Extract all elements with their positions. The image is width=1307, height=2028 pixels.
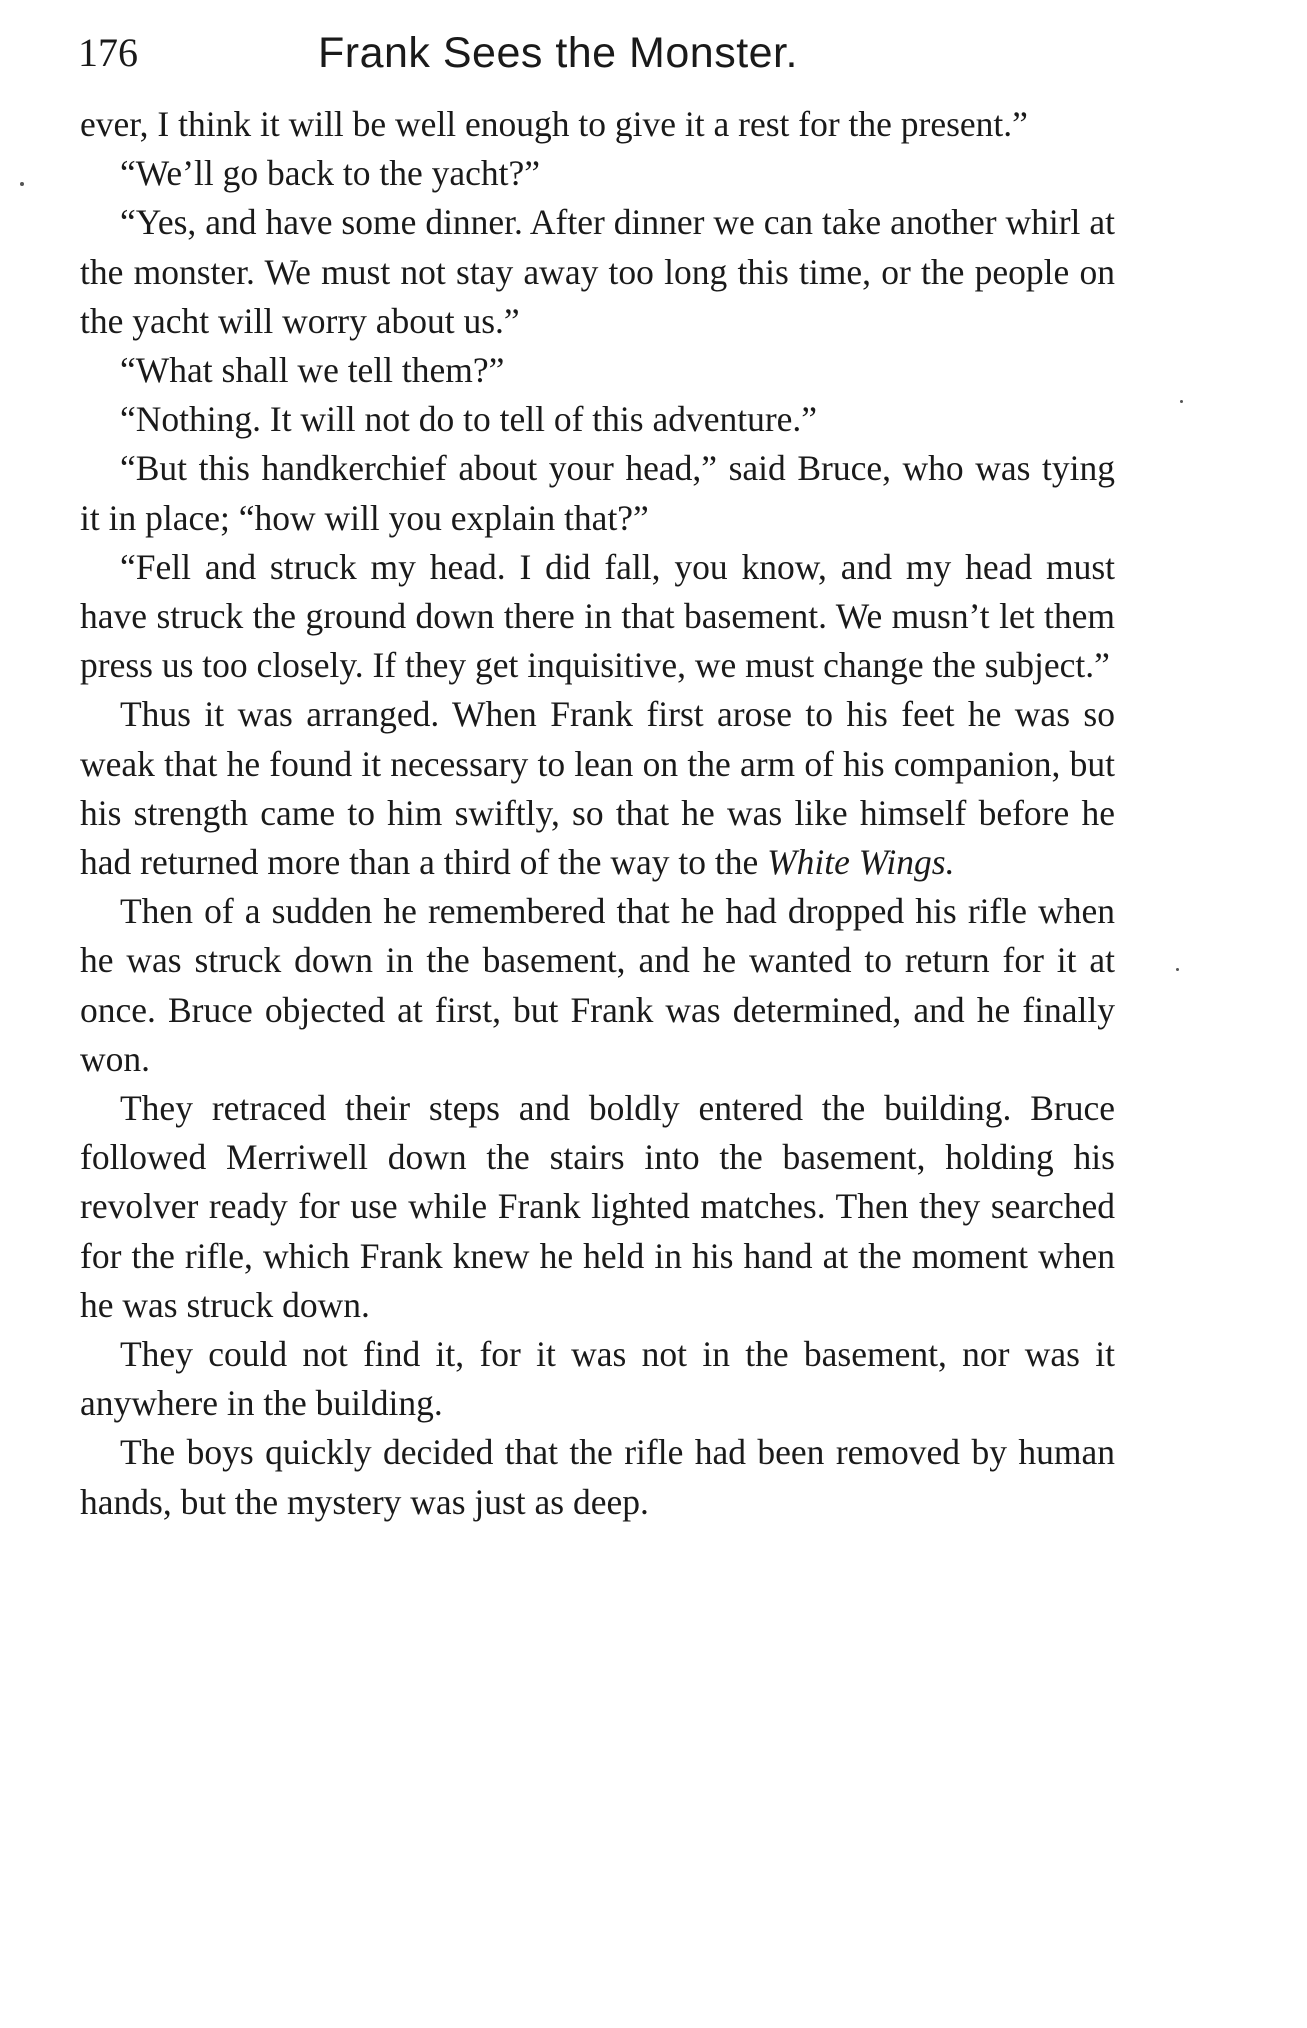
paragraph-9: Then of a sudden he remembered that he had dropped his rifle when he was struck down in the basement, and he wanted to return for it at once. Bruce objected at first, but Frank was determined, and he finally won. bbox=[80, 891, 1115, 1079]
paragraph-5: “Nothing. It will not do to tell of this adventure.” bbox=[120, 399, 818, 440]
paragraph-4: “What shall we tell them?” bbox=[120, 350, 505, 391]
paragraph-10: They retraced their steps and boldly entered the building. Bruce followed Merriwell down the stairs into the basement, holding his revolver ready for use while Frank lighted matches. Then they searched for the rifle, which Frank knew he held in his hand at the moment when he was struck down. bbox=[80, 1088, 1115, 1325]
running-head: Frank Sees the Monster. bbox=[318, 29, 798, 77]
page-number: 176 bbox=[78, 30, 138, 75]
scan-speck bbox=[20, 182, 24, 186]
paragraph-3: “Yes, and have some dinner. After dinner we can take another whirl at the monster. We must not stay away too long this time, or the people on the yacht will worry about us.” bbox=[80, 202, 1115, 341]
paragraph-8 bbox=[80, 690, 1115, 887]
paragraph-8-text: Thus it was arranged. When Frank first arose to his feet he was so weak that he found it necessary to lean on the arm of his companion, but his strength came to him swiftly, so that he was like himself before he had returned more than a third of the way to the bbox=[80, 694, 1115, 883]
scan-speck bbox=[1176, 968, 1179, 971]
scan-speck bbox=[1180, 400, 1183, 403]
body-text bbox=[80, 100, 1115, 1527]
paragraph-2: “We’ll go back to the yacht?” bbox=[120, 153, 540, 194]
page-header bbox=[78, 18, 1118, 88]
paragraph-1: ever, I think it will be well enough to give it a rest for the present.” bbox=[80, 104, 1028, 144]
paragraph-7: “Fell and struck my head. I did fall, you know, and my head must have struck the ground down there in that basement. We musn’t let them press us too closely. If they get inquisitive, we must change the subject.” bbox=[80, 546, 1115, 686]
paragraph-12: The boys quickly decided that the rifle had been removed by human hands, but the mystery was just as deep. bbox=[80, 1432, 1115, 1522]
paragraph-11: They could not find it, for it was not in the basement, nor was it anywhere in the building. bbox=[80, 1334, 1115, 1424]
paragraph-6: “But this handkerchief about your head,” said Bruce, who was tying it in place; “how will you explain that?” bbox=[80, 448, 1115, 538]
ship-name: White Wings. bbox=[767, 842, 955, 883]
